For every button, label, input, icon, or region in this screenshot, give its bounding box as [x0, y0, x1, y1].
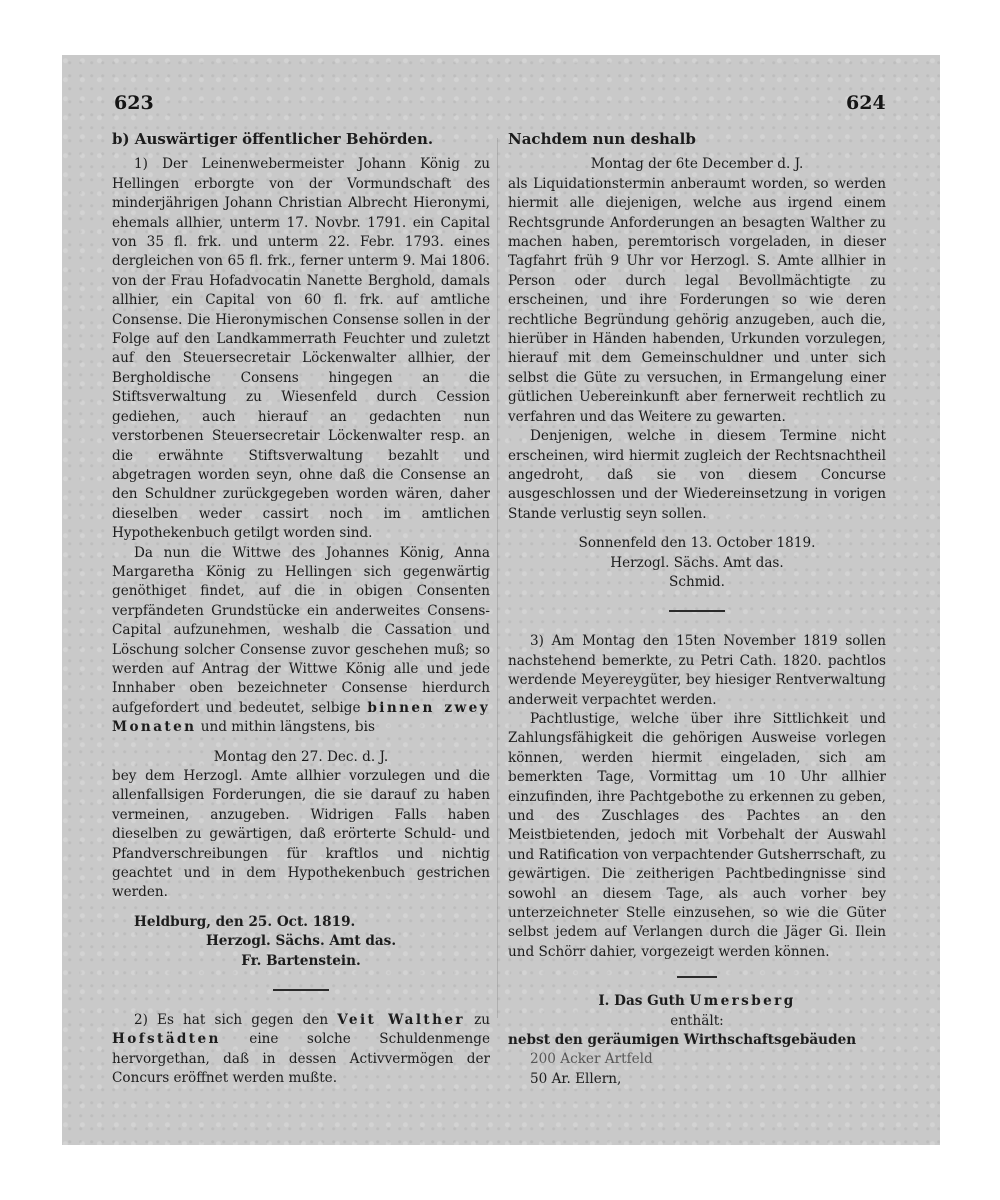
estate-heading	[508, 992, 886, 1011]
summons-deadline: binnen zwey Monaten	[112, 699, 490, 736]
continuation-heading: Nachdem nun deshalb	[508, 130, 696, 148]
notice-1-paragraph: 1) Der Leinenwebermeister Johann König zu Hellingen erborgte von der Vormundschaft des minderjährigen Johann Christian Albrecht Hieronymi, ehemals allhier, unterm 17. Novbr. 1791. ein Capital von 35 fl. frk. und unterm 22. Febr. 1793. eines dergleichen von 65 fl. frk., ferner unterm 9. Mai 1806. von der Frau Hofadvocatin Nanette Berghold, damals allhier, ein Capital von 60 fl. frk. auf amtliche Consense. Die Hieronymischen Consense sollen in der Folge auf den Landkammerrath Feuchter und zuletzt auf den Steuersecretair Löckenwalter allhier, der Bergholdische Consens hingegen an die Stiftsverwaltung zu Wiesenfeld durch Cession gediehen, auch hierauf an gedachten nun verstorbenen Steuersecretair Löckenwalter resp. an die erwähnte Stiftsverwaltung bezahlt und abgetragen worden seyn, ohne daß die Consense an den Schuldner zurückgegeben worden wären, daher dieselben weder cassirt noch im amtlichen Hypothekenbuch getilgt worden sind.	[112, 156, 490, 542]
notice-3-invitation: Pachtlustige, welche über ihre Sittlichkeit und Zahlungsfähigkeit die gehörigen Ausweise vorlegen können, werden hiermit eingeladen, sich am bemerkten Tage, Vormittag um 10 Uhr allhier einzufinden, ihre Pachtgebothe zu erkennen zu geben, und des Zuschlages des Pachtes an den Meistbietenden, jedoch mit Vorbehalt der Auswahl und Ratification von verpachtender Gutsherrschaft, zu gewärtigen. Die zeitherigen Pachtbedingnisse sind sowohl an diesem Tage, als auch vorher bey unterzeichneter Stelle einzusehen, so wie die Güter selbst jedem auf Verlangen durch die Jäger Gi. Ilein und Schörr dahier, vorgezeigt werden können.	[508, 710, 886, 960]
notice-1-place-date: Heldburg, den 25. Oct. 1819.	[134, 913, 356, 930]
estate-heading-text: I. Das Guth	[598, 993, 685, 1010]
estate-item-alders: 50 Ar. Ellern,	[530, 1070, 622, 1087]
notice-2-text-a: 2) Es hat sich gegen den	[134, 1012, 329, 1029]
notice-2-signer: Schmid.	[669, 573, 725, 590]
notice-1-summons	[112, 544, 490, 738]
notice-2-office: Herzogl. Sächs. Amt das.	[610, 554, 784, 571]
page-number-left: 623	[114, 92, 154, 114]
notice-3-paragraph: 3) Am Montag den 15ten November 1819 sollen nachstehend bemerkte, zu Petri Cath. 1820. pachtlos werdende Meyereygüter, bey hiesiger Rentverwaltung anderweit verpachtet werden.	[508, 633, 886, 708]
estate-item-fields: 200 Acker Artfeld	[530, 1051, 653, 1068]
summons-text-a: Da nun die Wittwe des Johannes König, Anna Margaretha König zu Hellingen sich gegenwärtig genöthiget findet, auf die in obigen Consenten verpfändeten Grundstücke ein anderweites Consens-Capital aufzunehmen, weshalb die Cassation und Löschung solcher Consense zuvor geschehen muß; so werden auf Antrag der Wittwe König alle und jede Innhaber oben bezeichneter Consense hierdurch aufgefordert und bedeutet, selbige	[112, 544, 490, 716]
notice-2-summons: als Liquidationstermin anberaumt worden, so werden hiermit alle diejenigen, welche aus irgend einem Rechtsgrunde Anforderungen an besagten Walther zu machen haben, peremtorisch vorgeladen, in dieser Tagfahrt früh 9 Uhr vor Herzogl. S. Amte allhier in Person oder durch legal Bevollmächtigte zu erscheinen, und ihre Forderungen so wie deren rechtliche Begründung gehörig anzugeben, auch die, hierüber in Händen habenden, Urkunden vorzulegen, hierauf mit dem Gemeinschuldner und unter sich selbst die Güte zu versuchen, in Ermangelung einer gütlichen Uebereinkunft aber fernerweit rechtlich zu verfahren und das Weitere zu gewarten.	[508, 175, 886, 425]
separator-rule	[669, 610, 725, 612]
notice-1-consequence: bey dem Herzogl. Amte allhier vorzulegen und die allenfallsigen Forderungen, die sie darauf zu haben vermeinen, anzugeben. Widrigen Falls haben dieselben zu gewärtigen, daß erörterte Schuld- und Pfandverschreibungen für kraftlos und nichtig geachtet und in dem Hypothekenbuch gestrichen werden.	[112, 768, 490, 901]
left-column	[112, 130, 490, 1089]
notice-2-paragraph	[112, 1011, 490, 1089]
summons-text-b: und mithin längstens, bis	[200, 719, 375, 736]
notice-2-text-c: eine solche Schuldenmenge hervorgethan, daß in dessen Activvermögen der Concurs eröffnet werden mußte.	[112, 1031, 490, 1087]
estate-contains: enthält:	[670, 1012, 724, 1029]
notice-1-signer: Fr. Bartenstein.	[241, 952, 361, 969]
section-heading: b) Auswärtiger öffentlicher Behörden.	[112, 130, 434, 148]
notice-2-text-b: zu	[474, 1012, 490, 1029]
separator-rule	[273, 989, 329, 991]
estate-item-buildings: nebst den geräumigen Wirthschaftsgebäuden	[508, 1032, 857, 1049]
notice-2-place: Hofstädten	[112, 1031, 221, 1048]
liquidation-date: Montag der 6te December d. J.	[590, 156, 804, 173]
separator-rule	[677, 976, 717, 978]
column-gutter	[497, 138, 498, 1018]
right-column	[508, 130, 886, 1089]
estate-name: Umersberg	[689, 993, 796, 1010]
notice-2-place-date: Sonnenfeld den 13. October 1819.	[578, 535, 816, 552]
notice-2-penalty: Denjenigen, welche in diesem Termine nicht erscheinen, wird hiermit zugleich der Rechtsnachtheil angedroht, daß sie von diesem Concurse ausgeschlossen und der Wiedereinsetzung in vorigen Stande verlustig seyn sollen.	[508, 428, 886, 522]
deadline-date: Montag den 27. Dec. d. J.	[213, 748, 389, 765]
notice-2-debtor: Veit Walther	[337, 1012, 465, 1029]
page-number-right: 624	[846, 92, 886, 114]
notice-1-office: Herzogl. Sächs. Amt das.	[205, 933, 397, 950]
